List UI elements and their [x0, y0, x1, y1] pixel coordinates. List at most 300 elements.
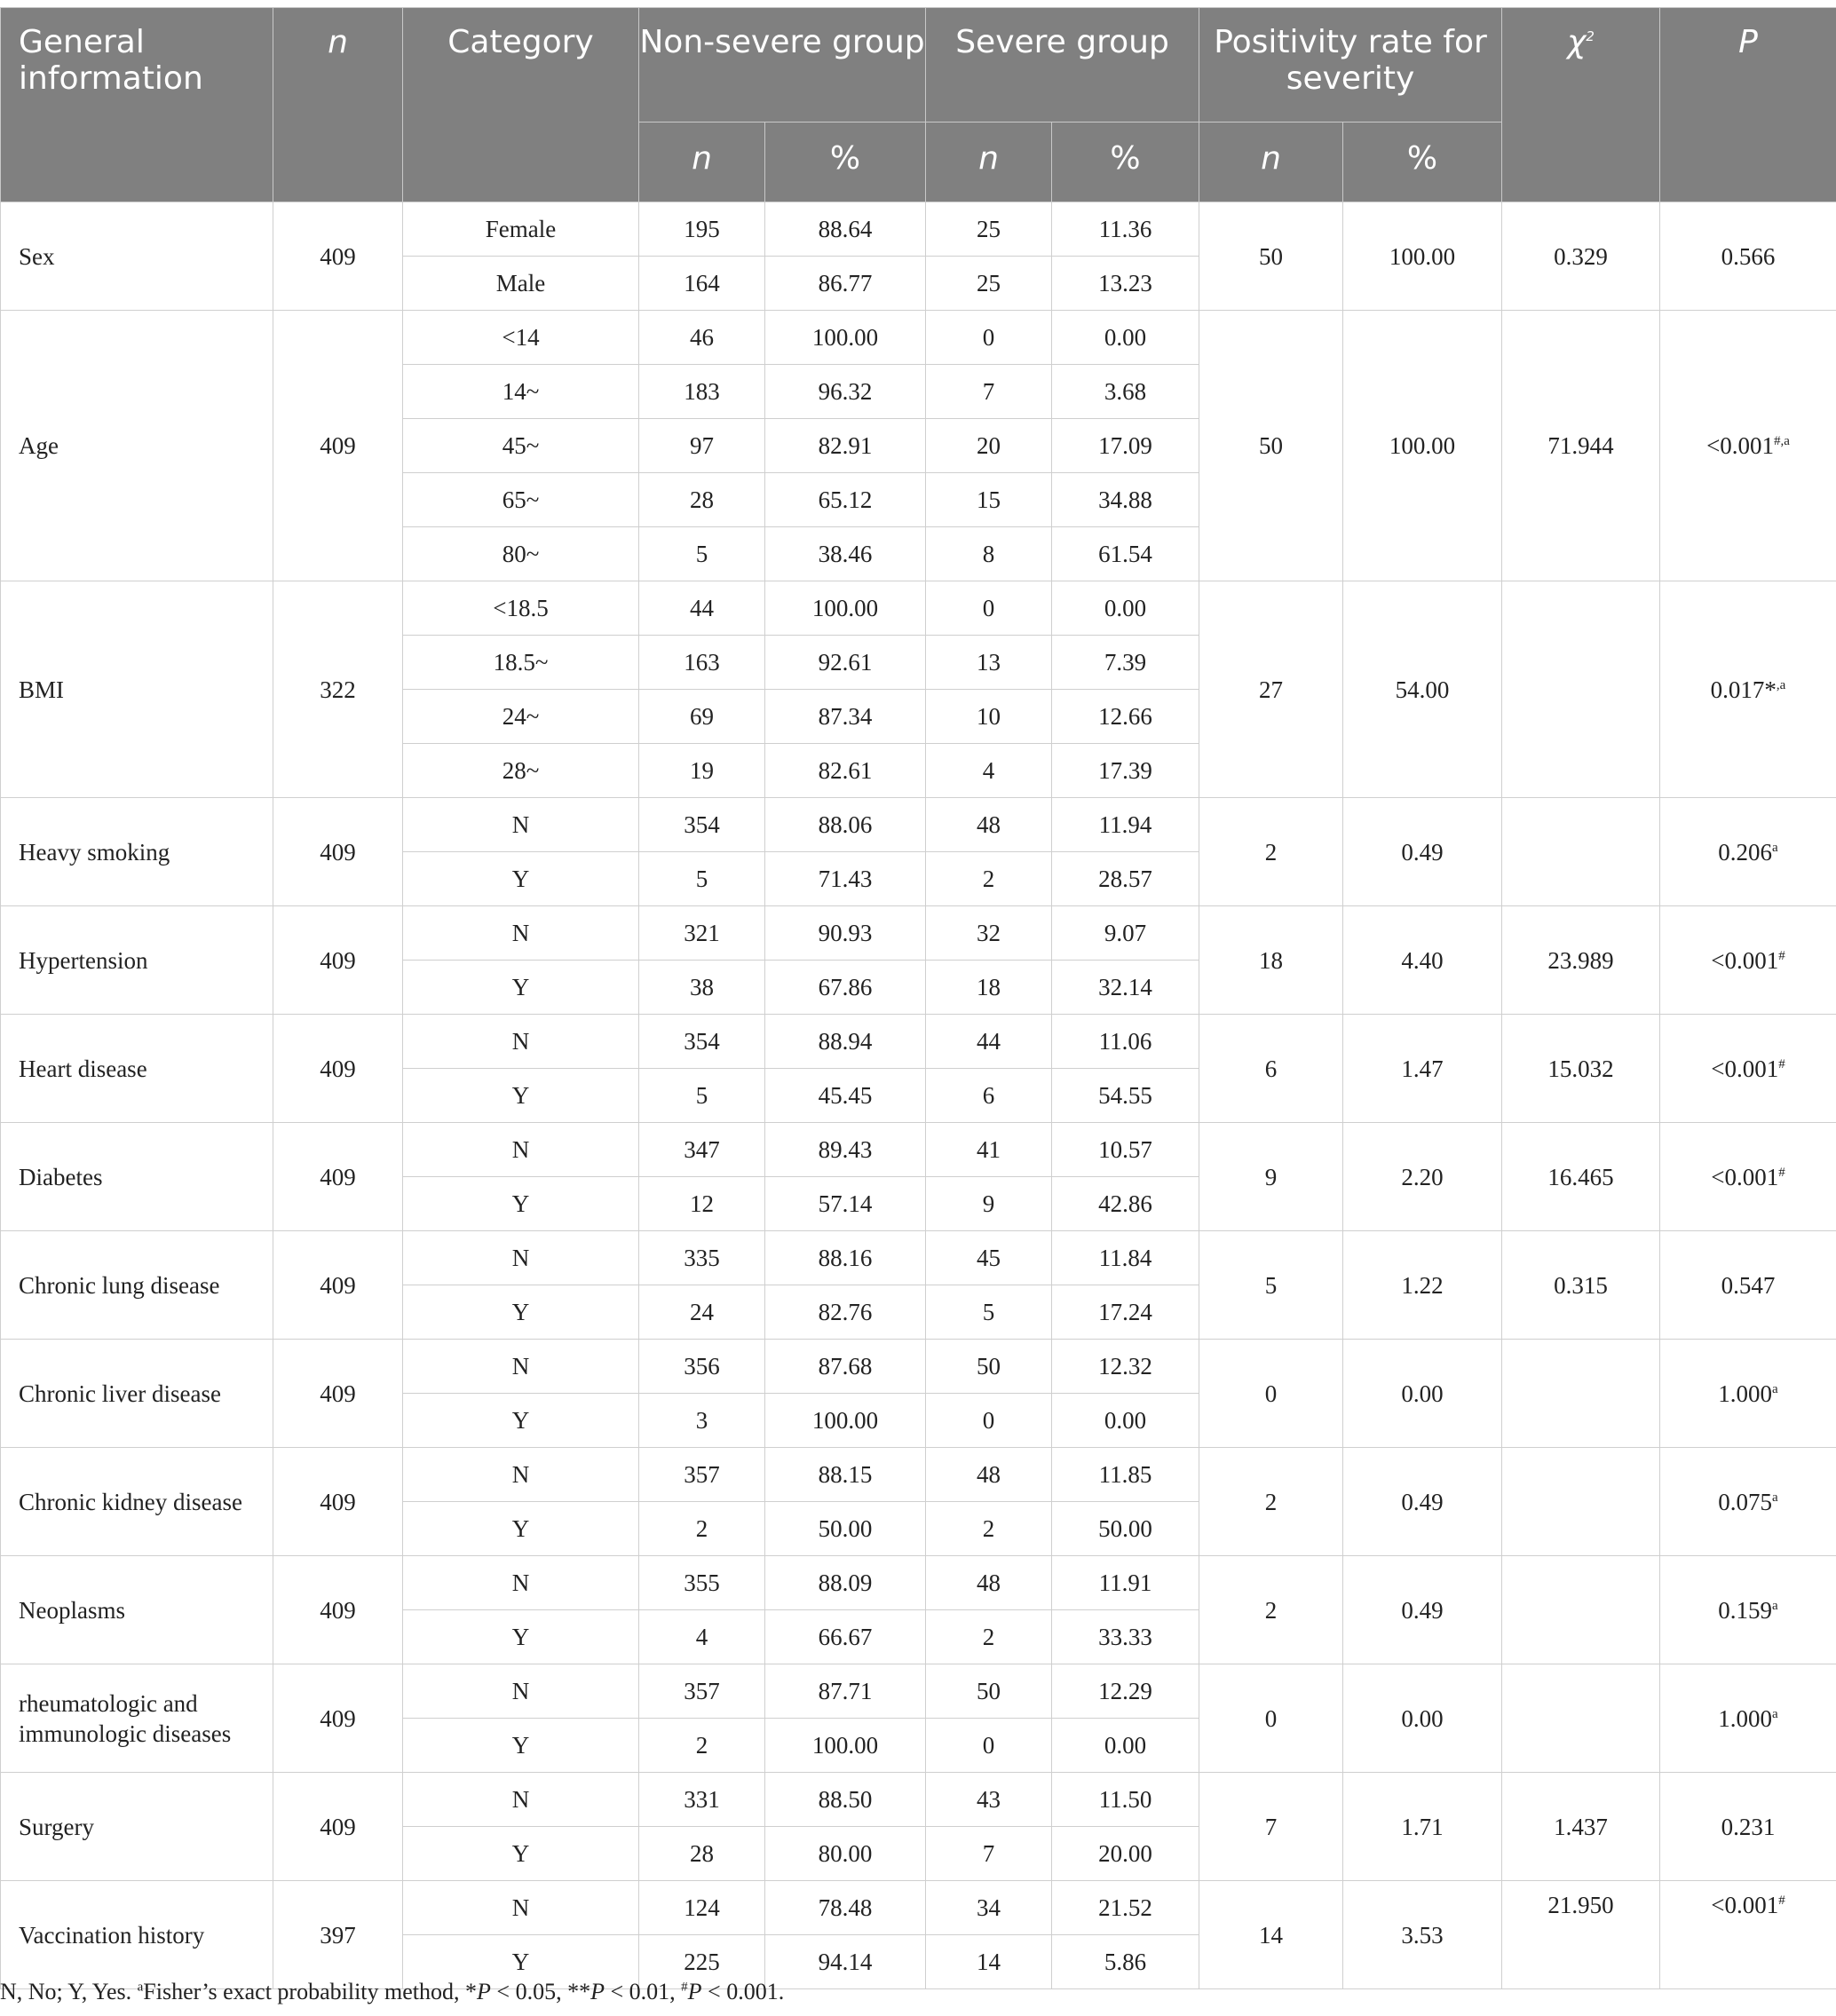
non-severe-pct-cell: 82.91 — [765, 419, 926, 473]
non-severe-pct-cell: 88.64 — [765, 202, 926, 257]
severe-n-cell: 48 — [926, 1448, 1052, 1502]
positivity-pct-cell: 0.49 — [1343, 798, 1502, 906]
non-severe-n-cell: 28 — [639, 473, 765, 527]
table-row — [1, 1123, 1836, 1177]
non-severe-n-cell: 347 — [639, 1123, 765, 1177]
severe-pct-cell: 11.06 — [1052, 1015, 1199, 1069]
category-cell: <18.5 — [403, 581, 639, 636]
footnote-p2: P — [590, 1979, 605, 2004]
general-information-cell: Sex — [1, 202, 273, 311]
n-cell: 409 — [273, 1015, 403, 1123]
category-cell: Y — [403, 1719, 639, 1773]
severe-n-cell: 0 — [926, 581, 1052, 636]
severe-pct-cell: 10.57 — [1052, 1123, 1199, 1177]
p-value-cell — [1660, 1881, 1836, 1989]
non-severe-n-cell: 5 — [639, 1069, 765, 1123]
footnote-sup-a: a — [137, 1980, 144, 1995]
category-cell: Y — [403, 1935, 639, 1989]
category-cell: N — [403, 1015, 639, 1069]
severe-n-cell: 18 — [926, 961, 1052, 1015]
category-cell: 14~ — [403, 365, 639, 419]
non-severe-n-cell: 4 — [639, 1610, 765, 1664]
footnote-t3: < 0.001. — [701, 1979, 785, 2004]
data-table — [0, 7, 1836, 1989]
p-value-text: 0.017* — [1710, 676, 1777, 703]
n-cell: 409 — [273, 1773, 403, 1881]
chi-square-cell — [1502, 1664, 1660, 1773]
p-value-cell — [1660, 1015, 1836, 1123]
positivity-pct-cell: 3.53 — [1343, 1881, 1502, 1989]
p-value-text: <0.001 — [1706, 432, 1775, 459]
positivity-n-cell: 18 — [1199, 906, 1343, 1015]
non-severe-pct-cell: 88.94 — [765, 1015, 926, 1069]
non-severe-pct-cell: 88.09 — [765, 1556, 926, 1610]
p-value-superscript: a — [1772, 1598, 1778, 1613]
n-cell: 409 — [273, 311, 403, 581]
footnote-fisher: Fisher’s exact probability method, * — [143, 1979, 478, 2004]
n-cell: 409 — [273, 798, 403, 906]
severe-n-cell: 41 — [926, 1123, 1052, 1177]
table-header — [1, 8, 1836, 202]
header-severe-group: Severe group — [926, 8, 1199, 123]
p-value-superscript: # — [1778, 948, 1785, 963]
p-value-text: 1.000 — [1718, 1704, 1773, 1732]
n-cell: 397 — [273, 1881, 403, 1989]
positivity-n-cell: 50 — [1199, 311, 1343, 581]
category-cell: Y — [403, 852, 639, 906]
p-value-cell — [1660, 906, 1836, 1015]
table-row — [1, 1556, 1836, 1610]
footnote-t1: < 0.05, ** — [490, 1979, 591, 2004]
non-severe-n-cell: 164 — [639, 257, 765, 311]
non-severe-pct-cell: 88.15 — [765, 1448, 926, 1502]
non-severe-pct-cell: 88.06 — [765, 798, 926, 852]
category-cell: N — [403, 1340, 639, 1394]
severe-pct-cell: 11.50 — [1052, 1773, 1199, 1827]
chi-square-cell — [1502, 1340, 1660, 1448]
positivity-pct-cell: 0.00 — [1343, 1340, 1502, 1448]
non-severe-pct-cell: 100.00 — [765, 1719, 926, 1773]
header-chi-symbol: χ — [1567, 24, 1587, 60]
header-chi-square — [1502, 8, 1660, 202]
non-severe-n-cell: 2 — [639, 1502, 765, 1556]
non-severe-n-cell: 46 — [639, 311, 765, 365]
p-value-cell — [1660, 1231, 1836, 1340]
n-cell: 322 — [273, 581, 403, 798]
p-value-cell — [1660, 798, 1836, 906]
non-severe-pct-cell: 86.77 — [765, 257, 926, 311]
subheader-positivity-n: n — [1199, 123, 1343, 202]
severe-pct-cell: 0.00 — [1052, 581, 1199, 636]
n-cell: 409 — [273, 1231, 403, 1340]
severe-pct-cell: 3.68 — [1052, 365, 1199, 419]
p-value-superscript: #,a — [1774, 434, 1790, 448]
non-severe-n-cell: 5 — [639, 527, 765, 581]
non-severe-n-cell: 357 — [639, 1664, 765, 1719]
table-row — [1, 1015, 1836, 1069]
general-information-cell: Chronic lung disease — [1, 1231, 273, 1340]
general-information-cell: Heart disease — [1, 1015, 273, 1123]
severe-n-cell: 25 — [926, 257, 1052, 311]
non-severe-n-cell: 357 — [639, 1448, 765, 1502]
general-information-cell: Diabetes — [1, 1123, 273, 1231]
non-severe-pct-cell: 71.43 — [765, 852, 926, 906]
positivity-n-cell: 27 — [1199, 581, 1343, 798]
non-severe-pct-cell: 80.00 — [765, 1827, 926, 1881]
severe-pct-cell: 7.39 — [1052, 636, 1199, 690]
p-value-cell — [1660, 581, 1836, 798]
severe-pct-cell: 11.36 — [1052, 202, 1199, 257]
non-severe-pct-cell: 87.34 — [765, 690, 926, 744]
p-value-superscript: # — [1778, 1165, 1785, 1180]
non-severe-pct-cell: 66.67 — [765, 1610, 926, 1664]
non-severe-n-cell: 44 — [639, 581, 765, 636]
chi-square-cell — [1502, 581, 1660, 798]
non-severe-n-cell: 355 — [639, 1556, 765, 1610]
positivity-n-cell: 2 — [1199, 798, 1343, 906]
category-cell: N — [403, 798, 639, 852]
p-value-superscript: # — [1778, 1056, 1785, 1071]
non-severe-n-cell: 2 — [639, 1719, 765, 1773]
general-information-cell: Heavy smoking — [1, 798, 273, 906]
category-cell: N — [403, 1664, 639, 1719]
category-cell: <14 — [403, 311, 639, 365]
n-cell: 409 — [273, 906, 403, 1015]
category-cell: N — [403, 1448, 639, 1502]
footnote-sup-hash: # — [681, 1980, 688, 1995]
p-value-text: 0.075 — [1718, 1488, 1773, 1515]
category-cell: N — [403, 1773, 639, 1827]
table-row — [1, 906, 1836, 961]
non-severe-pct-cell: 78.48 — [765, 1881, 926, 1935]
n-cell: 409 — [273, 1448, 403, 1556]
p-value-text: 0.547 — [1721, 1271, 1776, 1299]
non-severe-n-cell: 331 — [639, 1773, 765, 1827]
severe-n-cell: 15 — [926, 473, 1052, 527]
non-severe-pct-cell: 45.45 — [765, 1069, 926, 1123]
severe-n-cell: 6 — [926, 1069, 1052, 1123]
severe-n-cell: 50 — [926, 1664, 1052, 1719]
non-severe-n-cell: 356 — [639, 1340, 765, 1394]
subheader-non-severe-pct: % — [765, 123, 926, 202]
p-value-cell — [1660, 311, 1836, 581]
n-cell: 409 — [273, 1340, 403, 1448]
header-non-severe-group: Non-severe group — [639, 8, 926, 123]
category-cell: N — [403, 1231, 639, 1285]
p-value-text: 0.159 — [1718, 1596, 1773, 1624]
header-chi-sup: 2 — [1586, 28, 1595, 44]
severe-n-cell: 7 — [926, 365, 1052, 419]
table-row — [1, 798, 1836, 852]
positivity-n-cell: 5 — [1199, 1231, 1343, 1340]
severe-pct-cell: 11.91 — [1052, 1556, 1199, 1610]
non-severe-pct-cell: 96.32 — [765, 365, 926, 419]
non-severe-n-cell: 183 — [639, 365, 765, 419]
severe-pct-cell: 50.00 — [1052, 1502, 1199, 1556]
non-severe-n-cell: 354 — [639, 798, 765, 852]
severe-pct-cell: 12.32 — [1052, 1340, 1199, 1394]
table-row — [1, 1231, 1836, 1285]
non-severe-pct-cell: 92.61 — [765, 636, 926, 690]
non-severe-pct-cell: 100.00 — [765, 311, 926, 365]
chi-square-cell — [1502, 1556, 1660, 1664]
non-severe-pct-cell: 50.00 — [765, 1502, 926, 1556]
non-severe-n-cell: 12 — [639, 1177, 765, 1231]
severe-n-cell: 2 — [926, 1610, 1052, 1664]
non-severe-pct-cell: 67.86 — [765, 961, 926, 1015]
positivity-pct-cell: 100.00 — [1343, 311, 1502, 581]
category-cell: Y — [403, 1285, 639, 1340]
general-information-cell: rheumatologic and immunologic diseases — [1, 1664, 273, 1773]
category-cell: N — [403, 1556, 639, 1610]
subheader-severe-pct: % — [1052, 123, 1199, 202]
non-severe-pct-cell: 89.43 — [765, 1123, 926, 1177]
severe-pct-cell: 34.88 — [1052, 473, 1199, 527]
non-severe-n-cell: 69 — [639, 690, 765, 744]
non-severe-pct-cell: 88.50 — [765, 1773, 926, 1827]
p-value-text: 0.231 — [1721, 1813, 1776, 1840]
p-value-superscript: a — [1772, 1490, 1778, 1505]
category-cell: 80~ — [403, 527, 639, 581]
p-value-text: 1.000 — [1718, 1380, 1773, 1407]
general-information-cell: Neoplasms — [1, 1556, 273, 1664]
p-value-cell — [1660, 1773, 1836, 1881]
footnote-p3: P — [687, 1979, 702, 2004]
positivity-pct-cell: 54.00 — [1343, 581, 1502, 798]
severe-pct-cell: 17.24 — [1052, 1285, 1199, 1340]
category-cell: Female — [403, 202, 639, 257]
category-cell: N — [403, 906, 639, 961]
category-cell: 45~ — [403, 419, 639, 473]
table-row — [1, 1773, 1836, 1827]
positivity-n-cell: 9 — [1199, 1123, 1343, 1231]
chi-square-cell — [1502, 1448, 1660, 1556]
positivity-pct-cell: 1.22 — [1343, 1231, 1502, 1340]
severe-n-cell: 14 — [926, 1935, 1052, 1989]
category-cell: N — [403, 1881, 639, 1935]
chi-square-cell: 1.437 — [1502, 1773, 1660, 1881]
p-value-cell — [1660, 202, 1836, 311]
chi-square-cell: 0.329 — [1502, 202, 1660, 311]
severe-pct-cell: 17.39 — [1052, 744, 1199, 798]
category-cell: N — [403, 1123, 639, 1177]
severe-n-cell: 44 — [926, 1015, 1052, 1069]
category-cell: 65~ — [403, 473, 639, 527]
positivity-n-cell: 2 — [1199, 1556, 1343, 1664]
table-wrapper — [0, 7, 1836, 1989]
severe-pct-cell: 11.94 — [1052, 798, 1199, 852]
severe-n-cell: 20 — [926, 419, 1052, 473]
severe-n-cell: 45 — [926, 1231, 1052, 1285]
severe-pct-cell: 0.00 — [1052, 311, 1199, 365]
chi-square-cell — [1502, 798, 1660, 906]
severe-pct-cell: 54.55 — [1052, 1069, 1199, 1123]
severe-n-cell: 2 — [926, 852, 1052, 906]
non-severe-n-cell: 38 — [639, 961, 765, 1015]
category-cell: 28~ — [403, 744, 639, 798]
severe-pct-cell: 0.00 — [1052, 1394, 1199, 1448]
positivity-n-cell: 14 — [1199, 1881, 1343, 1989]
severe-pct-cell: 33.33 — [1052, 1610, 1199, 1664]
category-cell: Male — [403, 257, 639, 311]
severe-pct-cell: 28.57 — [1052, 852, 1199, 906]
positivity-pct-cell: 2.20 — [1343, 1123, 1502, 1231]
positivity-n-cell: 0 — [1199, 1664, 1343, 1773]
header-general-information: General information — [1, 8, 273, 202]
p-value-text: <0.001 — [1711, 946, 1779, 974]
p-value-text: 0.566 — [1721, 242, 1776, 270]
non-severe-pct-cell: 100.00 — [765, 581, 926, 636]
non-severe-n-cell: 163 — [639, 636, 765, 690]
non-severe-n-cell: 97 — [639, 419, 765, 473]
subheader-severe-n: n — [926, 123, 1052, 202]
non-severe-pct-cell: 94.14 — [765, 1935, 926, 1989]
p-value-text: 0.206 — [1718, 838, 1773, 866]
positivity-pct-cell: 0.49 — [1343, 1448, 1502, 1556]
severe-pct-cell: 21.52 — [1052, 1881, 1199, 1935]
non-severe-n-cell: 19 — [639, 744, 765, 798]
p-value-text: <0.001 — [1711, 1055, 1779, 1082]
table-row — [1, 202, 1836, 257]
positivity-n-cell: 6 — [1199, 1015, 1343, 1123]
non-severe-n-cell: 195 — [639, 202, 765, 257]
p-value-text: <0.001 — [1711, 1163, 1779, 1190]
severe-n-cell: 9 — [926, 1177, 1052, 1231]
positivity-n-cell: 7 — [1199, 1773, 1343, 1881]
non-severe-pct-cell: 38.46 — [765, 527, 926, 581]
positivity-pct-cell: 0.00 — [1343, 1664, 1502, 1773]
footnote-abbrev: N, No; Y, Yes. — [0, 1979, 138, 2004]
category-cell: Y — [403, 1394, 639, 1448]
severe-n-cell: 4 — [926, 744, 1052, 798]
n-cell: 409 — [273, 1123, 403, 1231]
positivity-pct-cell: 1.71 — [1343, 1773, 1502, 1881]
severe-n-cell: 34 — [926, 1881, 1052, 1935]
n-cell: 409 — [273, 202, 403, 311]
severe-pct-cell: 17.09 — [1052, 419, 1199, 473]
chi-square-cell: 71.944 — [1502, 311, 1660, 581]
severe-pct-cell: 11.84 — [1052, 1231, 1199, 1285]
general-information-cell: BMI — [1, 581, 273, 798]
category-cell: Y — [403, 1177, 639, 1231]
severe-pct-cell: 0.00 — [1052, 1719, 1199, 1773]
chi-square-cell: 16.465 — [1502, 1123, 1660, 1231]
footnote-t2: < 0.01, — [604, 1979, 682, 2004]
chi-square-cell: 23.989 — [1502, 906, 1660, 1015]
non-severe-pct-cell: 87.68 — [765, 1340, 926, 1394]
severe-pct-cell: 32.14 — [1052, 961, 1199, 1015]
table-row — [1, 1881, 1836, 1935]
severe-pct-cell: 61.54 — [1052, 527, 1199, 581]
severe-n-cell: 32 — [926, 906, 1052, 961]
severe-n-cell: 50 — [926, 1340, 1052, 1394]
header-p: P — [1660, 8, 1836, 202]
p-value-cell — [1660, 1556, 1836, 1664]
general-information-cell: Hypertension — [1, 906, 273, 1015]
non-severe-n-cell: 354 — [639, 1015, 765, 1069]
positivity-pct-cell: 0.49 — [1343, 1556, 1502, 1664]
non-severe-n-cell: 3 — [639, 1394, 765, 1448]
table-row — [1, 581, 1836, 636]
category-cell: Y — [403, 1827, 639, 1881]
severe-n-cell: 0 — [926, 311, 1052, 365]
p-value-cell — [1660, 1123, 1836, 1231]
category-cell: Y — [403, 1610, 639, 1664]
positivity-n-cell: 0 — [1199, 1340, 1343, 1448]
severe-pct-cell: 20.00 — [1052, 1827, 1199, 1881]
p-value-cell — [1660, 1448, 1836, 1556]
table-row — [1, 1448, 1836, 1502]
positivity-n-cell: 2 — [1199, 1448, 1343, 1556]
general-information-cell: Chronic liver disease — [1, 1340, 273, 1448]
footnote-p1: P — [477, 1979, 491, 2004]
severe-pct-cell: 13.23 — [1052, 257, 1199, 311]
p-value-superscript: # — [1778, 1893, 1785, 1908]
severe-n-cell: 48 — [926, 798, 1052, 852]
severe-n-cell: 2 — [926, 1502, 1052, 1556]
non-severe-n-cell: 28 — [639, 1827, 765, 1881]
severe-n-cell: 0 — [926, 1394, 1052, 1448]
general-information-cell: Chronic kidney disease — [1, 1448, 273, 1556]
positivity-pct-cell: 1.47 — [1343, 1015, 1502, 1123]
severe-n-cell: 8 — [926, 527, 1052, 581]
p-value-superscript: a — [1772, 1381, 1778, 1396]
non-severe-n-cell: 335 — [639, 1231, 765, 1285]
severe-n-cell: 43 — [926, 1773, 1052, 1827]
non-severe-n-cell: 5 — [639, 852, 765, 906]
n-cell: 409 — [273, 1556, 403, 1664]
table-footnote — [0, 1979, 1836, 2005]
header-n: n — [273, 8, 403, 202]
severe-pct-cell: 12.66 — [1052, 690, 1199, 744]
category-cell: 24~ — [403, 690, 639, 744]
severe-n-cell: 0 — [926, 1719, 1052, 1773]
p-value-cell — [1660, 1664, 1836, 1773]
non-severe-pct-cell: 87.71 — [765, 1664, 926, 1719]
non-severe-pct-cell: 88.16 — [765, 1231, 926, 1285]
non-severe-n-cell: 321 — [639, 906, 765, 961]
p-value-cell — [1660, 1340, 1836, 1448]
severe-n-cell: 25 — [926, 202, 1052, 257]
severe-pct-cell: 5.86 — [1052, 1935, 1199, 1989]
severe-pct-cell: 12.29 — [1052, 1664, 1199, 1719]
header-positivity-rate: Positivity rate for severity — [1199, 8, 1502, 123]
severe-n-cell: 10 — [926, 690, 1052, 744]
general-information-cell: Surgery — [1, 1773, 273, 1881]
subheader-positivity-pct: % — [1343, 123, 1502, 202]
non-severe-n-cell: 24 — [639, 1285, 765, 1340]
general-information-cell: Age — [1, 311, 273, 581]
positivity-pct-cell: 4.40 — [1343, 906, 1502, 1015]
table-row — [1, 1664, 1836, 1719]
p-value-superscript: a — [1772, 840, 1778, 855]
category-cell: 18.5~ — [403, 636, 639, 690]
severe-n-cell: 7 — [926, 1827, 1052, 1881]
general-information-cell: Vaccination history — [1, 1881, 273, 1989]
non-severe-n-cell: 225 — [639, 1935, 765, 1989]
non-severe-pct-cell: 82.76 — [765, 1285, 926, 1340]
non-severe-pct-cell: 82.61 — [765, 744, 926, 798]
table-body — [1, 202, 1836, 1989]
subheader-non-severe-n: n — [639, 123, 765, 202]
non-severe-pct-cell: 90.93 — [765, 906, 926, 961]
table-row — [1, 1340, 1836, 1394]
category-cell: Y — [403, 1502, 639, 1556]
p-value-superscript: a — [1772, 1706, 1778, 1721]
severe-pct-cell: 42.86 — [1052, 1177, 1199, 1231]
category-cell: Y — [403, 961, 639, 1015]
header-category: Category — [403, 8, 639, 202]
